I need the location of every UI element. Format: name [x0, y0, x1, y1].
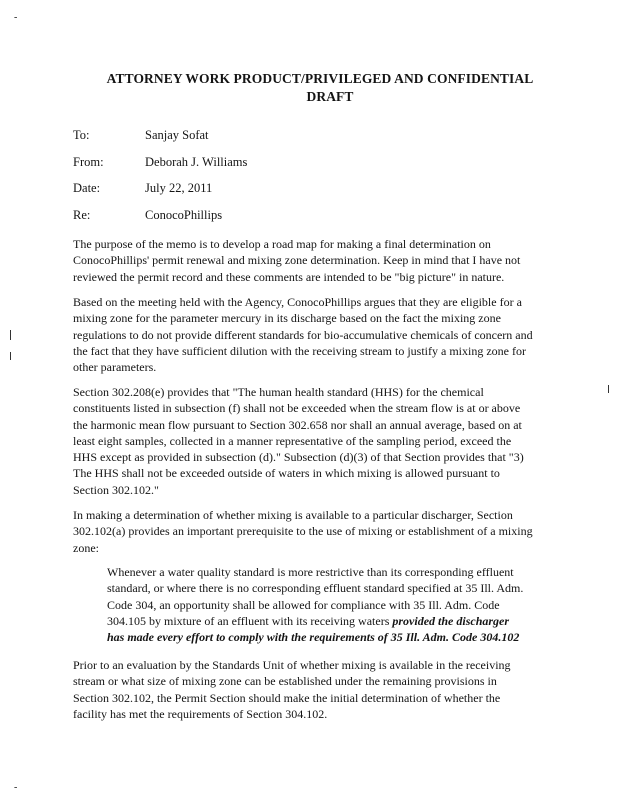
memo-to-row: [73, 127, 209, 143]
paragraph-section-302-208: Section 302.208(e) provides that "The human health standard (HHS) for the chemical constituents listed in subsection (f) shall not be exceeded when the stream flow is at or above the harmonic mean flow pursuant to Section 302.658 nor shall an annual average, based on at least eight samples, collected in a manner representative of the sampling period, exceed the HHS except as provided in subsection (d)." Subsection (d)(3) of that Section provides that "3) The HHS shall not be exceeded outside of waters in which mixing is allowed pursuant to Section 302.102.": [73, 385, 524, 497]
paragraph-purpose: The purpose of the memo is to develop a road map for making a final determination on ConocoPhillips' permit renewal and mixing zone determination. Keep in mind that I have not reviewed the permit record and these comments are intended to be "big picture" in nature.: [73, 237, 521, 284]
memo-to-value: Sanjay Sofat: [145, 128, 209, 142]
memo-re-label: Re:: [73, 208, 91, 222]
memo-from-value: Deborah J. Williams: [145, 155, 248, 169]
margin-tick-2: [10, 352, 11, 360]
memo-re-row: [73, 207, 222, 223]
quote-emphasis: provided the discharger has made every effort to comply with the requirements of 35 Ill. Adm. Code 304.102: [107, 613, 520, 645]
memo-date-label: Date:: [73, 181, 101, 195]
block-quote-302-102: [107, 564, 527, 645]
paragraph-standards-unit: Prior to an evaluation by the Standards Unit of whether mixing is available in the receiving stream or what size of mixing zone can be established under the remaining provisions in Section 302.102, the Permit Section should make the initial determination of whether the facility has met the requirements of Section 304.102.: [73, 658, 511, 721]
confidentiality-heading: ATTORNEY WORK PRODUCT/PRIVILEGED AND CONFIDENTIAL: [106, 71, 534, 86]
draft-heading: DRAFT: [306, 89, 354, 104]
document-header: [60, 70, 580, 106]
scan-mark-bottom-left: -: [14, 782, 18, 793]
margin-tick-1: [10, 330, 11, 340]
memo-from-label: From:: [73, 155, 104, 169]
quote-text: Whenever a water quality standard is more restrictive than its corresponding effluent standard, or where there is no corresponding effluent standard specified at 35 Ill. Adm. Code 304, an opportunity shall be allowed for compliance with 35 Ill. Adm. Code 304.105 by mixture of an effluent with its receiving waters: [107, 565, 524, 628]
margin-tick-3: [608, 385, 609, 393]
memo-date-row: [73, 180, 212, 196]
paragraph-meeting: Based on the meeting held with the Agency, ConocoPhillips argues that they are eligible for a mixing zone for the parameter mercury in its discharge based on the fact the mixing zone regulations to do not provide different standards for bio-accumulative chemicals of concern and the fact that they have sufficient dilution with the receiving stream to justify a mixing zone for other parameters.: [73, 295, 533, 375]
memo-to-label: To:: [73, 128, 90, 142]
memo-date-value: July 22, 2011: [145, 181, 213, 195]
scan-mark-top-left: -: [14, 12, 18, 23]
memo-re-value: ConocoPhillips: [145, 208, 223, 222]
memo-from-row: [73, 154, 247, 170]
paragraph-mixing-determination: In making a determination of whether mixing is available to a particular discharger, Section 302.102(a) provides an important prerequisite to the use of mixing or establishment of a mixing zone:: [73, 508, 533, 555]
